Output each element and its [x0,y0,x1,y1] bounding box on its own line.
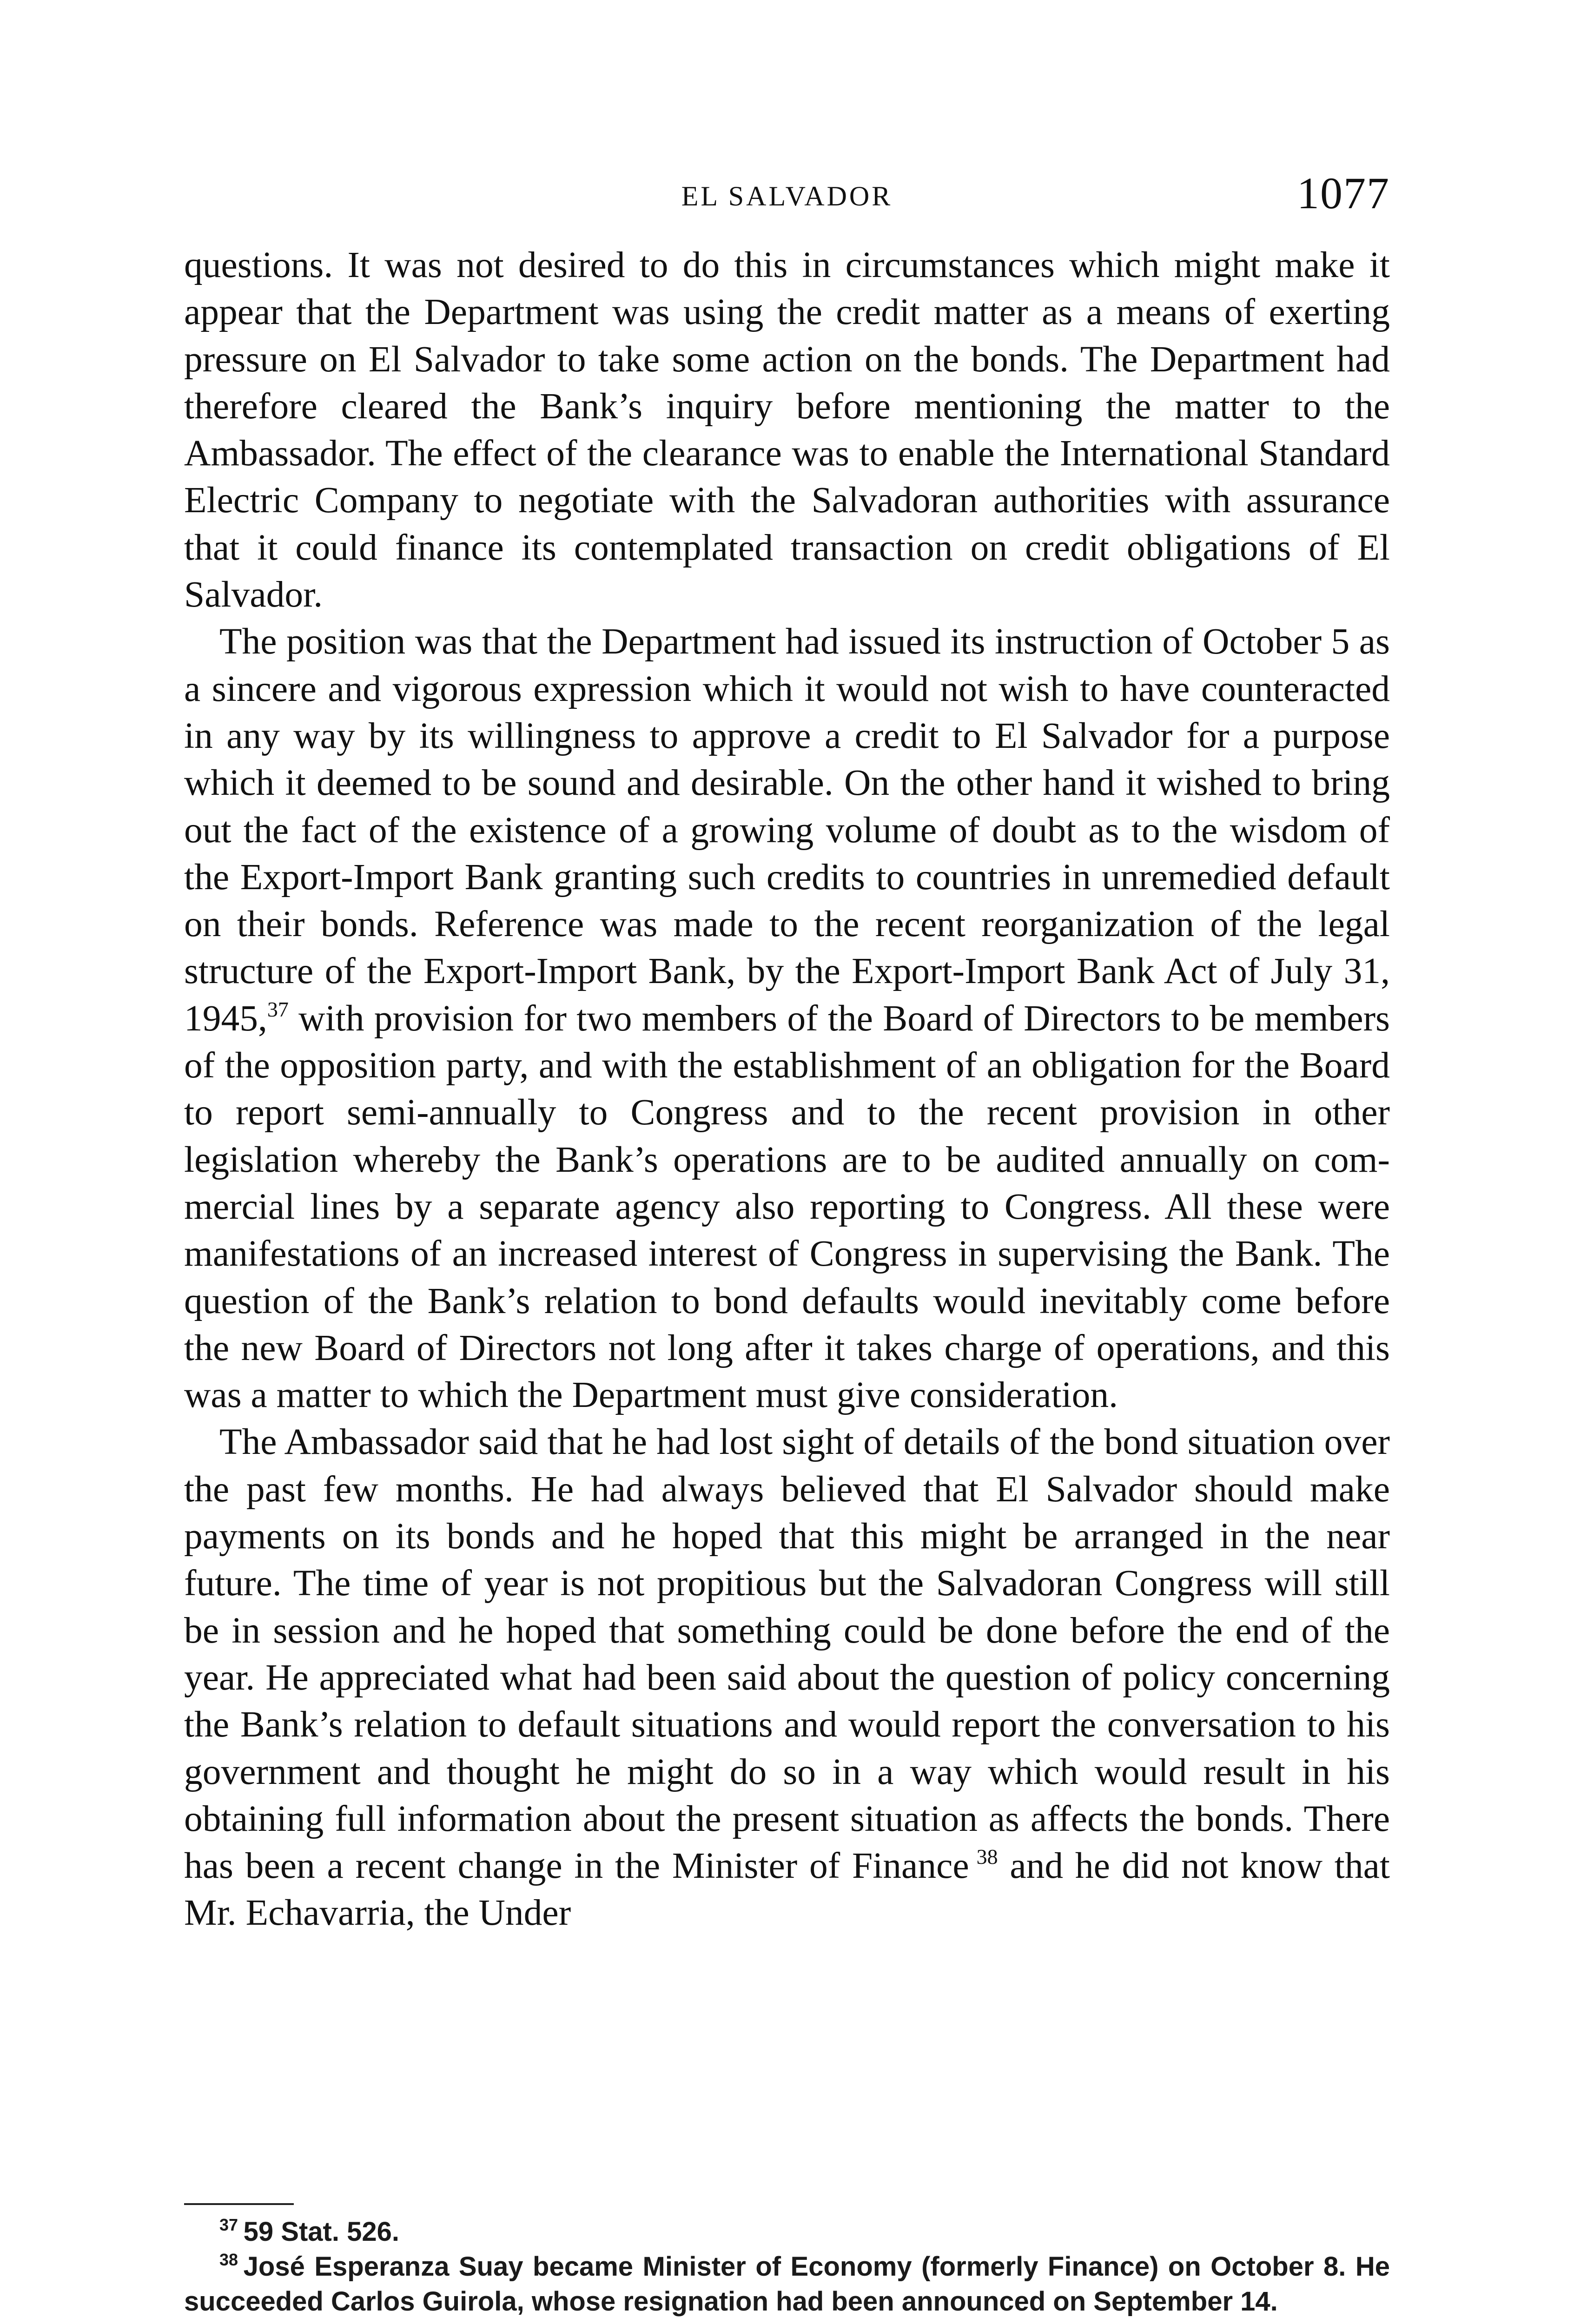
running-header [184,167,1390,223]
footnotes [184,2216,1390,2317]
footnote-number: 37 [219,2215,238,2234]
paragraph-1: questions. It was not desired to do this in circumstances which might make it appear that the Department was using the credit matter as a means of exerting pressure on El Salvador to take some action on the bonds. The Department had therefore cleared the Bank’s inquiry before mentioning the matter to the Ambassador. The effect of the clearance was to enable the International Standard Electric Company to negotiate with the Salvadoran authorities with assurance that it could finance its contemplated transaction on credit obligations of El Salvador. [184,244,1390,615]
paragraph-2 [184,618,1390,1419]
paragraph-3-text-b: and he did not know that Mr. Echavarria, the Under [184,1845,1390,1934]
footnote-text: 59 Stat. 526. [243,2217,399,2247]
body-text [184,242,1390,1937]
footnote-text: José Esperanza Suay became Minister of Economy (formerly Finance) on October 8. He succeeded Carlos Guirola, whose resignation had been announced on September 14. [184,2251,1390,2317]
footnote-divider [184,2203,294,2205]
paragraph-2-text-b: with provision for two members of the Board of Directors to be members of the opposition party, and with the establishment of an obligation for the Board to report semi-annually to Congress and to the recent provision in other legislation whereby the Bank’s operations are to be audited annually on commercial lines by a separate agency also reporting to Congress. All these were manifestations of an increased interest of Congress in supervising the Bank. The question of the Bank’s relation to bond defaults would inevitably come before the new Board of Directors not long after it takes charge of operations, and this was a matter to which the Department must give consideration. [184,997,1390,1416]
footnote-37 [184,2216,1390,2251]
footnote-number: 38 [219,2250,238,2269]
running-title: EL SALVADOR [681,181,893,211]
paragraph-2-text-a: The position was that the Department had issued its instruction of October 5 as a sincere and vigorous expression which it would not wish to have counteracted in any way by its willingness to approve a credit to El Salvador for a purpose which it deemed to be sound and desirable. On the other hand it wished to bring out the fact of the existence of a growing volume of doubt as to the wisdom of the Export-Import Bank granting such credits to countries in unremedied default on their bonds. Reference was made to the recent reorganization of the legal structure of the Export-Import Bank, by the Export-Import Bank Act of July 31, 1945, [184,621,1390,1039]
footnote-ref-37: 37 [267,997,289,1021]
page-number: 1077 [1297,168,1390,218]
footnote-ref-38: 38 [976,1845,998,1869]
paragraph-3-text-a: The Ambassador said that he had lost sight of details of the bond situation over the past few months. He had always believed that El Salvador should make payments on its bonds and he hoped that this might be arranged in the near future. The time of year is not propitious but the Salvadoran Congress will still be in session and he hoped that something could be done before the end of the year. He appreciated what had been said about the question of policy concerning the Bank’s relation to default situations and would report the conversation to his government and thought he might do so in a way which would result in his obtaining full information about the present situation as affects the bonds. There has been a recent change in the Minister of Finance [184,1421,1390,1887]
paragraph-3 [184,1419,1390,1936]
footnote-38 [184,2251,1390,2317]
